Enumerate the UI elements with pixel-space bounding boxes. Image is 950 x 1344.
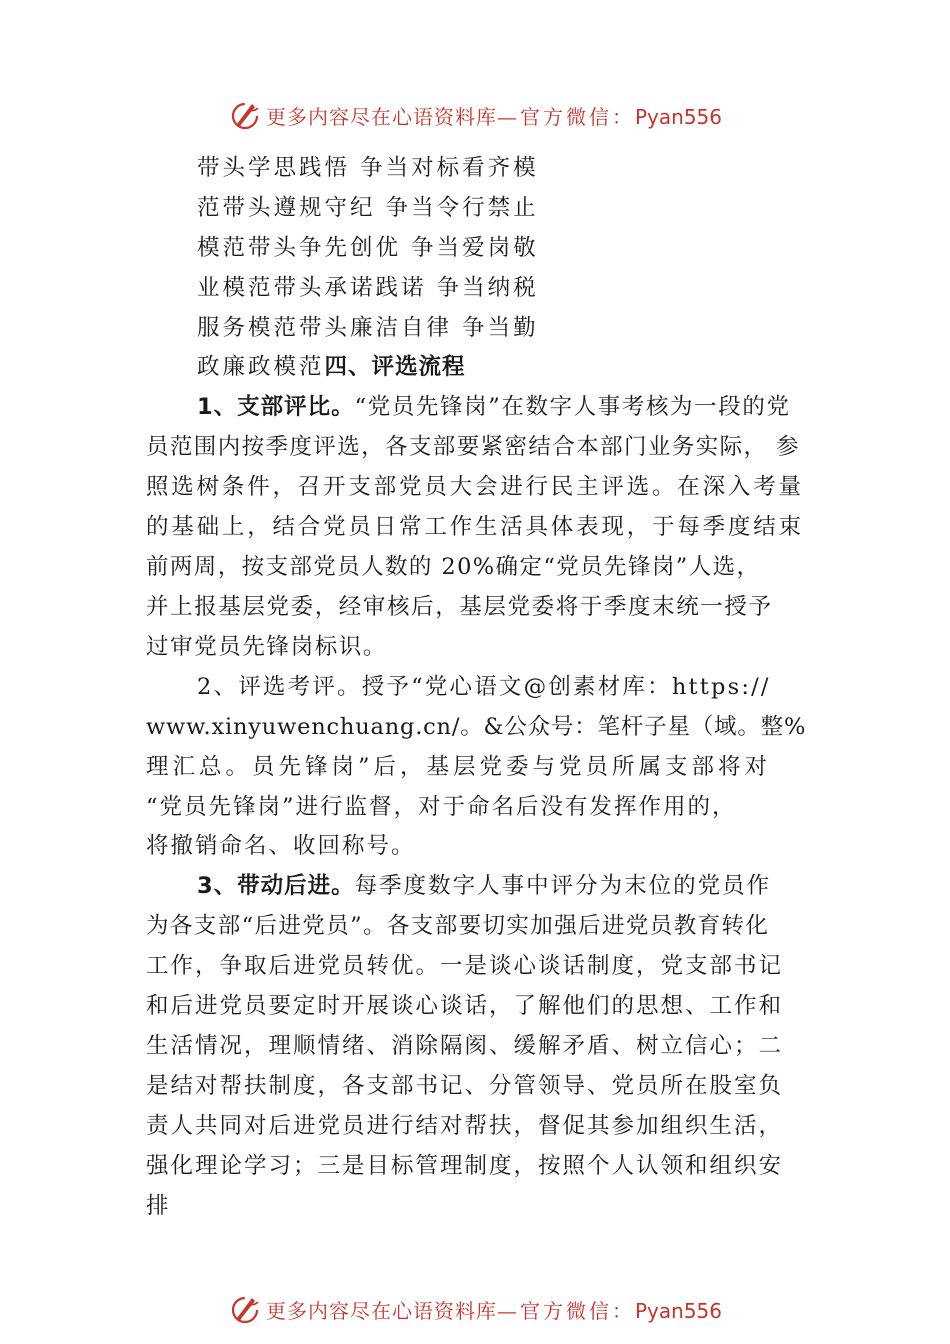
text-line: 前两周，按支部党员人数的 20%确定“党员先锋岗”人选，: [146, 554, 761, 580]
paragraph-label: 1、支部评比。: [197, 394, 355, 420]
text-line: 排: [146, 1193, 172, 1219]
banner-text: [266, 101, 722, 130]
text-line: 模范带头争先创优 争当爱岗敬: [197, 235, 539, 261]
banner-main-text: 更多内容尽在心语资料库: [265, 1298, 497, 1323]
quill-pen-logo-icon: [228, 1292, 262, 1326]
text-line: 为各支部“后进党员”。各支部要切实加强后进党员教育转化: [146, 913, 770, 939]
text-line: 过审党员先锋岗标识。: [146, 634, 388, 660]
footer-banner: [0, 1289, 950, 1329]
text-line: 是结对帮扶制度，各支部书记、分管领导、党员所在股室负: [146, 1073, 784, 1099]
text-line: 员范围内按季度评选，各支部要紧密结合本部门业务实际， 参: [146, 434, 800, 460]
text-line: 服务模范带头廉洁自律 争当勤: [197, 315, 539, 341]
text-line: [197, 871, 771, 901]
banner-wechat-id: Pyan556: [634, 104, 722, 129]
text-line: 责人共同对后进党员进行结对帮扶，督促其参加组织生活，: [146, 1113, 784, 1139]
text-line: 范带头遵规守纪 争当令行禁止: [197, 195, 539, 221]
text-span: 每季度数字人事中评分为末位的党员作: [354, 873, 772, 899]
text-line: 2、评选考评。授予“党心语文@创素材库：https://: [197, 674, 771, 700]
text-line: 工作，争取后进党员转优。一是谈心谈话制度，党支部书记: [146, 953, 784, 979]
text-line: 生活情况，理顺情绪、消除隔阂、缓解矛盾、树立信心；二: [146, 1033, 784, 1059]
text-line: 并上报基层党委，经审核后，基层党委将于季度末统一授予: [146, 594, 773, 620]
text-line: 将撤销命名、收回称号。: [146, 833, 416, 859]
section-heading: 四、评选流程: [324, 354, 466, 380]
text-line: 的基础上，结合党员日常工作生活具体表现，于每季度结束: [146, 514, 804, 540]
text-line: 理汇总。员先锋岗”后，基层党委与党员所属支部将对: [146, 754, 772, 780]
banner-sub-text: —官方微信：: [496, 1298, 635, 1323]
banner-text: [266, 1295, 722, 1324]
text-line: 业模范带头承诺践诺 争当纳税: [197, 275, 539, 301]
banner-wechat-id: Pyan556: [634, 1298, 722, 1323]
text-line: 照选树条件，召开支部党员大会进行民主评选。在深入考量: [146, 474, 804, 500]
quill-pen-logo-icon: [228, 98, 262, 132]
text-line: 带头学思践悟 争当对标看齐模: [197, 155, 539, 181]
text-line: [197, 352, 466, 382]
banner-sub-text: —官方微信：: [496, 104, 635, 129]
text-line: “党员先锋岗”进行监督，对于命名后没有发挥作用的，: [146, 794, 737, 820]
text-line: 和后进党员要定时开展谈心谈话，了解他们的思想、工作和: [146, 993, 784, 1019]
text-span: “党员先锋岗”在数字人事考核为一段的党: [354, 394, 791, 420]
text-line: www.xinyuwenchuang.cn/。&公众号：笔杆子星（域。整%: [146, 714, 807, 740]
paragraph-label: 3、带动后进。: [197, 873, 355, 899]
banner-main-text: 更多内容尽在心语资料库: [265, 104, 497, 129]
header-banner: [0, 95, 950, 135]
text-line: [197, 392, 791, 422]
text-span: 政廉政模范: [197, 354, 325, 380]
text-line: 强化理论学习；三是目标管理制度，按照个人认领和组织安: [146, 1153, 784, 1179]
